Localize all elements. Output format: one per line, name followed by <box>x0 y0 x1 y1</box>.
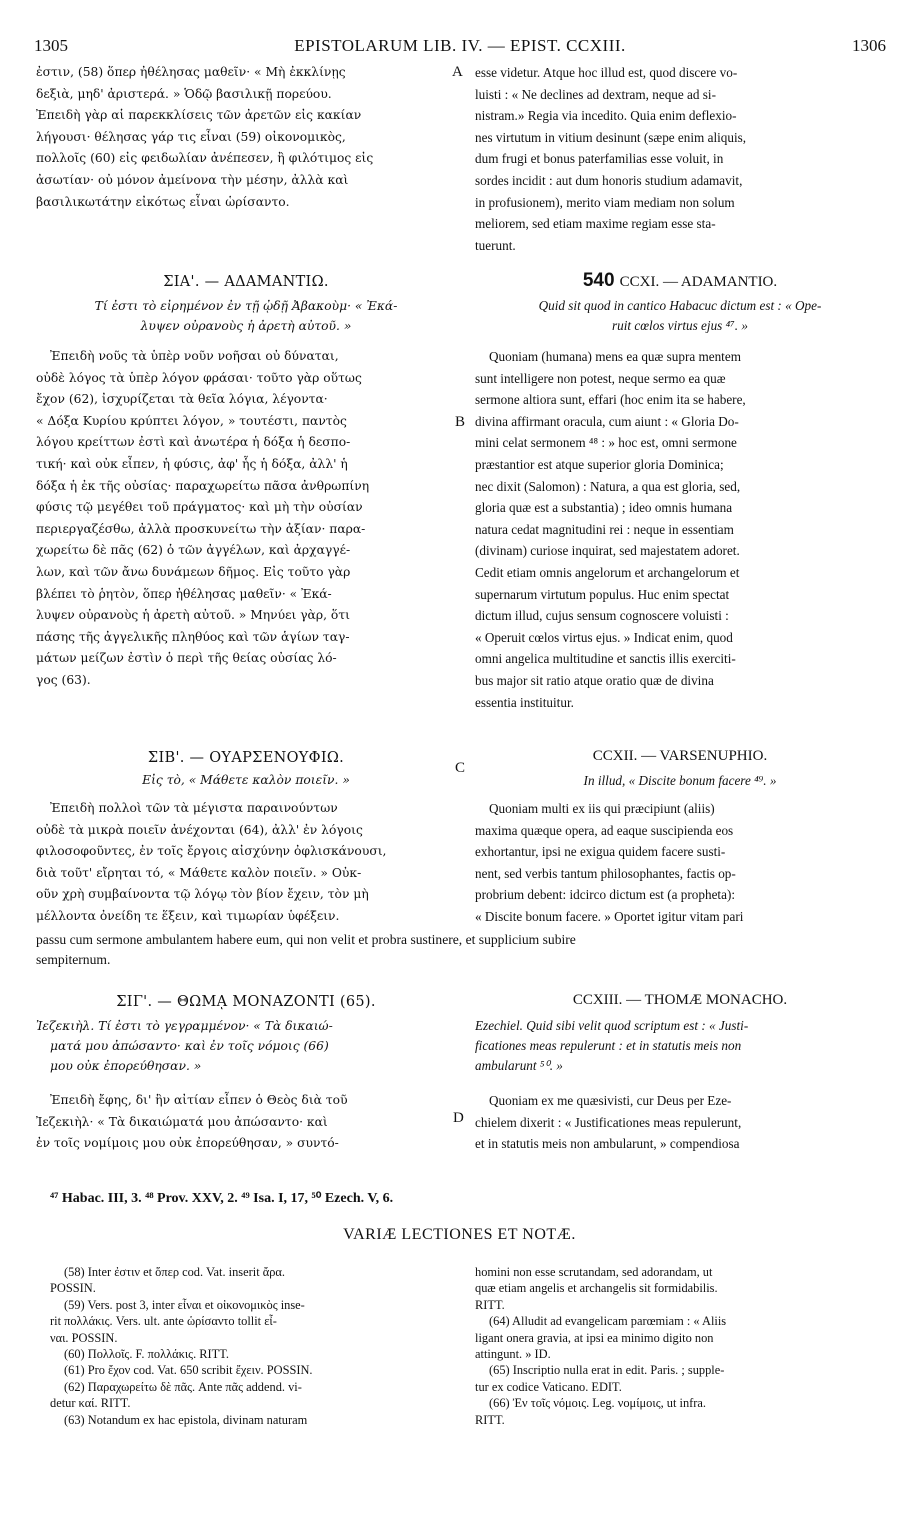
latin-letter-212-body <box>475 798 885 928</box>
note-line: homini non esse scrutandam, sed adorandam, ut <box>475 1265 713 1279</box>
text-line: nes virtutum in vitium desinunt (sæpe enim aliquis, <box>475 129 747 145</box>
text-line: δόξα ἡ ἐκ τῆς οὐσίας· παραχωρείτω πᾶσα ἀνθρωπίνη <box>36 478 370 493</box>
latin-letter-211-subtitle <box>475 296 885 336</box>
latin-letter-213-subtitle <box>475 1016 885 1076</box>
text-line: passu cum sermone ambulantem habere eum, qui non velit et probra sustinere, et supplicium subire <box>36 932 576 947</box>
page-number-left: 1305 <box>34 36 68 55</box>
notes-left-column <box>50 1264 450 1428</box>
page-number-right: 1306 <box>852 36 886 55</box>
note-line: POSSIN. <box>50 1281 96 1296</box>
note-line: (66) Ἐν τοῖς νόμοις. Leg. νομίμοις, ut infra. <box>489 1396 707 1411</box>
note-line: (61) Pro ἔχον cod. Vat. 650 scribit ἔχειν. POSSIN. <box>64 1363 313 1378</box>
text-line: γος (63). <box>36 672 91 687</box>
text-line: Ἐπειδὴ γὰρ αἱ παρεκκλίσεις τῶν ἀρετῶν εἰς κακίαν <box>36 108 362 123</box>
latin-letter-213-body <box>475 1090 885 1155</box>
text-line: λυψεν οὐρανοὺς ἡ ἀρετὴ αὐτοῦ. » Μηνύει γὰρ, ὅτι <box>36 608 350 623</box>
note-line: (65) Inscriptio nulla erat in edit. Paris. ; supple- <box>489 1363 725 1378</box>
margin-mark-c: C <box>455 760 466 776</box>
text-line: μάτων μείζων ἐστὶν ὁ περὶ τῆς θείας οὐσίας λό- <box>36 651 337 666</box>
note-line: ναι. POSSIN. <box>50 1330 118 1345</box>
note-line: RITT. <box>475 1297 505 1312</box>
text-line: οὐδὲ λόγος τὰ ὑπὲρ λόγον φράσαι· τοῦτο γὰρ οὕτως <box>36 370 362 385</box>
text-line: Ἰεζεκιὴλ. Τί ἐστι τὸ γεγραμμένον· « Τὰ δικαιώ- <box>36 1019 333 1033</box>
note-line: tur ex codice Vaticano. EDIT. <box>475 1379 622 1394</box>
text-line: bus major sit ratio atque oratio quæ de divina <box>475 672 714 688</box>
text-line: gloria quæ est a substantia) ; ideo omnis humana <box>475 500 733 516</box>
text-line: Ἐπειδὴ πολλοὶ τῶν τὰ μέγιστα παραινούντων <box>50 801 338 815</box>
text-line: πάσης τῆς ἀγγελικῆς πληθύος καὶ τῶν ἁγίων ταγ- <box>36 629 350 644</box>
scripture-references: ⁴⁷ Habac. III, 3. ⁴⁸ Prov. XXV, 2. ⁴⁹ Isa. I, 17, ⁵⁰ Ezech. V, 6. <box>50 1191 394 1206</box>
text-line: φύσις τῷ μεγέθει τοῦ πράγματος· καὶ μὴ τὴν οὐσίαν <box>36 500 363 515</box>
text-line: in profusionem), merito viam mediam non solum <box>475 194 735 210</box>
text-line: βασιλικωτάτην εἰκότως εἶναι ὡρίσαντο. <box>36 194 290 209</box>
text-line: οῦν χρὴ συμβαίνοντα τῷ λόγῳ τὸν βίον ἔχειν, τὸν μὴ <box>36 887 369 902</box>
text-line: ματά μου ἀπώσαντο· καὶ ἐν τοῖς νόμοις (66) <box>50 1039 329 1053</box>
greek-letter-212-subtitle: Εἰς τὸ, « Μάθετε καλὸν ποιεῖν. » <box>142 773 350 787</box>
text-line: Ezechiel. Quid sibi velit quod scriptum est : « Justi- <box>475 1018 749 1033</box>
text-line: chielem dixerit : « Justificationes meas repulerunt, <box>475 1114 742 1130</box>
margin-mark-a: A <box>452 64 463 80</box>
margin-mark-d: D <box>453 1110 464 1126</box>
text-line: ἔχον (62), ἰσχυρίζεται τὰ θεῖα λόγια, λέγοντα· <box>36 392 328 407</box>
text-line: exhortantur, ipsi ne exigua quidem facere susti- <box>475 844 726 860</box>
greek-letter-211-title: ΣΙΑ'. — ΑΔΑΜΑΝΤΙΩ. <box>163 274 329 290</box>
notes-title: VARIÆ LECTIONES ET NOTÆ. <box>343 1226 576 1243</box>
text-line: nent, sed verbis tantum philosophantes, factis op- <box>475 865 736 881</box>
greek-letter-212-body <box>36 798 456 928</box>
greek-letter-213-subtitle <box>36 1016 456 1076</box>
text-line: « Discite bonum facere. » Oportet igitur vitam pari <box>475 908 744 924</box>
text-line: Cedit etiam omnis angelorum et archangelorum et <box>475 564 740 580</box>
latin-letter-213-title: CCXIII. — THOMÆ MONACHO. <box>572 992 788 1008</box>
note-line: (64) Alludit ad evangelicam parœmiam : « Aliis <box>489 1314 727 1329</box>
note-line: attingunt. » ID. <box>475 1347 551 1362</box>
text-line: supernarum virtutum populus. Huc enim spectat <box>475 586 730 602</box>
note-line: quæ etiam angelis et archangelis sit formidabilis. <box>475 1281 718 1296</box>
running-title: EPISTOLARUM LIB. IV. — EPIST. CCXIII. <box>294 36 626 55</box>
note-line: RITT. <box>475 1412 505 1427</box>
text-line: ἐστιν, (58) ὅπερ ἠθέλησας μαθεῖν· « Μὴ ἐκκλίνῃς <box>36 65 346 79</box>
text-line: et in statutis meis non ambularunt, » compendiosa <box>475 1136 740 1152</box>
text-line: οὐδὲ τὰ μικρὰ ποιεῖν ἀνέχονται (64), ἀλλ' ἐν λόγοις <box>36 822 363 837</box>
text-line: λων, καὶ τῶν ἄνω δυνάμεων δῆμος. Εἰς τοῦτο γὰρ <box>36 564 351 579</box>
text-line: maxima quæque opera, ad eaque suscipienda eos <box>475 822 734 838</box>
text-line: πολλοῖς (60) εἰς φειδωλίαν ἀνέπεσεν, ἢ φιλότιμος εἰς <box>36 151 374 166</box>
text-line: ἐν τοῖς νομίμοις μου οὐκ ἐπορεύθησαν, » συντό- <box>36 1136 339 1151</box>
text-line: Quoniam ex me quæsivisti, cur Deus per Eze- <box>489 1093 732 1108</box>
text-line: divina affirmant oracula, cum aiunt : « Gloria Do- <box>475 413 739 429</box>
text-line: natura cedat magnitudini rei : neque in essentiam <box>475 521 734 537</box>
text-line: Ἐπειδὴ νοῦς τὰ ὑπὲρ νοῦν νοῆσαι οὐ δύναται, <box>50 349 339 363</box>
text-line: Quoniam (humana) mens ea quæ supra mentem <box>489 349 741 364</box>
note-line: rit πολλάκις. Vers. ult. ante ὡρίσαντο tollit εἶ- <box>50 1314 277 1329</box>
latin-letter-211-heading <box>475 270 885 292</box>
text-line: βλέπει τὸ ῥητὸν, ὅπερ ἠθέλησας μαθεῖν· « Ἐκά- <box>36 586 332 601</box>
latin-letter-211-body <box>475 346 885 713</box>
text-line: præstantior est atque superior gloria Dominica; <box>475 456 724 472</box>
text-line: Ἰεζεκιὴλ· « Τὰ δικαιώματά μου ἀπώσαντο· καὶ <box>36 1114 328 1129</box>
note-line: ligant onera gravia, at ipsi ea minimo digito non <box>475 1330 714 1345</box>
greek-letter-213-title: ΣΙΓ'. — ΘΩΜᾼ ΜΟΝΑΖΟΝΤΙ (65). <box>116 994 376 1010</box>
text-line: τική· καὶ οὐκ εἶπεν, ἡ φύσις, ἀφ' ἧς ἡ δόξα, ἀλλ' ἡ <box>36 456 348 471</box>
text-line: δεξιὰ, μηδ' ἀριστερά. » Ὁδῷ βασιλικῇ πορεύου. <box>36 86 332 101</box>
text-line: sunt intelligere non potest, neque sermo ea quæ <box>475 370 726 386</box>
note-line: detur καί. RITT. <box>50 1396 131 1411</box>
note-line: (58) Inter ἐστιν et ὅπερ cod. Vat. inserit ἄρα. <box>64 1265 286 1279</box>
latin-letter-212-title: CCXII. — VARSENUPHIO. <box>592 748 768 764</box>
text-line: essentia instituitur. <box>475 694 574 710</box>
text-line: χωρείτω δὲ πᾶς (62) ὁ τῶν ἀγγέλων, καὶ ἀρχαγγέ- <box>36 543 351 558</box>
latin-intro <box>475 62 885 256</box>
text-line: nistram.» Regia via incedito. Quia enim deflexio- <box>475 108 737 124</box>
note-line: (59) Vers. post 3, inter εἶναι et οἰκονομικὸς inse- <box>64 1297 305 1312</box>
text-line: ruit cœlos virtus ejus ⁴⁷. » <box>612 318 748 333</box>
text-line: Quoniam multi ex iis qui præcipiunt (aliis) <box>489 801 715 816</box>
text-line: sermone altiora sunt, effari (hoc enim ita se habere, <box>475 392 746 408</box>
text-line: Quid sit quod in cantico Habacuc dictum est : « Ope- <box>538 298 822 313</box>
greek-letter-212-title: ΣΙΒ'. — ΟΥΑΡΣΕΝΟΥΦΙΩ. <box>147 750 345 766</box>
note-line: (62) Παραχωρείτω δὲ πᾶς. Ante πᾶς addend. vi- <box>64 1379 302 1394</box>
greek-letter-211-body <box>36 346 456 692</box>
text-line: λήγουσι· θέλησας γάρ τις εἶναι (59) οἰκονομικὸς, <box>36 129 346 144</box>
text-line: sordes incidit : aut dum honoris studium adamavit, <box>475 172 743 188</box>
notes-right-column <box>475 1264 885 1428</box>
latin-letter-212-subtitle: In illud, « Discite bonum facere ⁴⁹. » <box>583 773 777 788</box>
text-line: « Δόξα Κυρίου κρύπτει λόγον, » τουτέστι, παντὸς <box>36 413 347 428</box>
text-line: μέλλοντα ὀνείδη τε ἕξειν, καὶ τιμωρίαν ὑφέξειν. <box>36 908 340 923</box>
text-line: dum frugi et bonus paterfamilias esse voluit, in <box>475 151 724 167</box>
text-line: probrium debent: idcirco dictum est (a propheta): <box>475 887 736 903</box>
text-line: mini celat sermonem ⁴⁸ : » hoc est, omni sermone <box>475 435 737 451</box>
text-line: ambularunt ⁵⁰. » <box>475 1058 563 1073</box>
column-number: 540 <box>582 270 615 291</box>
text-line: omni angelica multitudine et sanctis illis exerciti- <box>475 651 736 667</box>
text-line: ἀσωτίαν· οὐ μόνον ἀμείνονα τὴν μέσην, ἀλλὰ καὶ <box>36 172 349 187</box>
note-line: (63) Notandum ex hac epistola, divinam naturam <box>64 1412 308 1427</box>
text-line: Τί ἐστι τὸ εἰρημένον ἐν τῇ ᾠδῇ Ἀβακοὺμ· « Ἐκά- <box>94 299 398 313</box>
text-line: esse videtur. Atque hoc illud est, quod discere vo- <box>475 65 738 80</box>
margin-mark-b: B <box>455 414 466 430</box>
text-line: λυψεν οὐρανοὺς ἡ ἀρετὴ αὐτοῦ. » <box>140 319 352 333</box>
text-line: διὰ τοῦτ' εἴρηται τό, « Μάθετε καλὸν ποιεῖν. » Οὐκ- <box>36 865 362 880</box>
text-line: μου οὐκ ἐπορεύθησαν. » <box>50 1059 202 1073</box>
text-line: sempiternum. <box>36 952 111 967</box>
text-line: dictum illud, cujus sensum cognoscere voluisti : <box>475 608 729 624</box>
greek-letter-211-subtitle <box>36 296 456 336</box>
greek-letter-213-body <box>36 1090 456 1155</box>
text-line: « Operuit cœlos virtus ejus. » Indicat enim, quod <box>475 629 733 645</box>
greek-intro <box>36 62 456 213</box>
text-line: tuerunt. <box>475 237 516 253</box>
note-line: (60) Πολλοῖς. F. πολλάκις. RITT. <box>64 1347 229 1362</box>
text-line: λόγου κρείττων ἐστὶ καὶ ἀνωτέρα ἡ δόξα ἡ δεσπο- <box>36 435 351 450</box>
running-header <box>34 36 886 60</box>
latin-letter-211-title: CCXI. — ADAMANTIO. <box>619 274 778 290</box>
text-line: Ἐπειδὴ ἔφης, δι' ἣν αἰτίαν εἶπεν ὁ Θεὸς διὰ τοῦ <box>50 1093 348 1107</box>
spanning-text <box>36 930 886 970</box>
text-line: luisti : « Ne declines ad dextram, neque ad si- <box>475 86 716 102</box>
text-line: meliorem, sed etiam maxime regiam esse sta- <box>475 216 716 232</box>
text-line: nec dixit (Salomon) : Natura, a qua est gloria, sed, <box>475 478 741 494</box>
text-line: περιεργαζέσθω, ἀλλὰ προσκυνείτω τὴν ἀξίαν· παρα- <box>36 521 366 536</box>
text-line: ficationes meas repulerunt : et in statutis meis non <box>475 1038 742 1053</box>
text-line: (divinam) curiose inquirat, sed majestatem adoret. <box>475 543 740 559</box>
text-line: φιλοσοφοῦντες, ἐν τοῖς ἔργοις αἰσχύνην ὀφλισκάνουσι, <box>36 844 387 859</box>
